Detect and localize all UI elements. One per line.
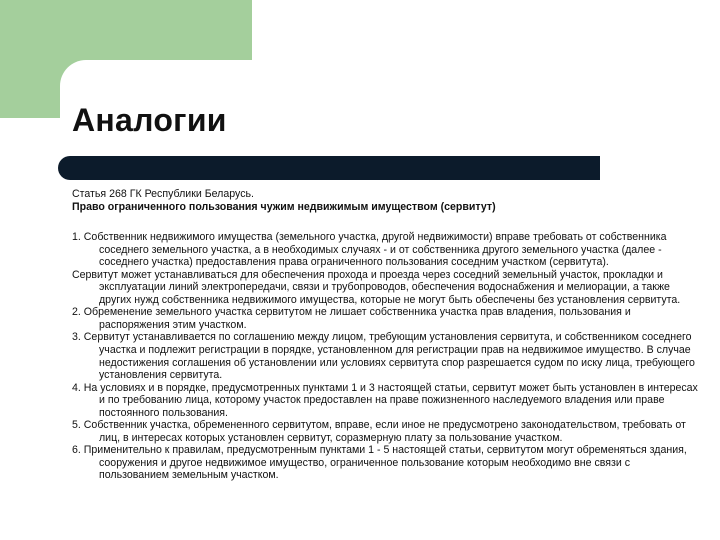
paragraph-6: 6. Применительно к правилам, предусмотренным пунктами 1 - 5 настоящей статьи, сервитутом могут обременяться здания, сооружения и другое недвижимое имущество, ограниченное пользование которым необходимо вне связи с пользованием земельным участком. — [72, 444, 687, 482]
paragraph-5: 5. Собственник участка, обремененного сервитутом, вправе, если иное не предусмотрено законодательством, требовать от лиц, в интересах которых установлен сервитут, соразмерную плату за пользование участком. — [72, 419, 686, 444]
article-title: Право ограниченного пользования чужим недвижимым имуществом (сервитут) — [72, 200, 496, 213]
slide-title: Аналогии — [72, 102, 227, 138]
slide-body — [72, 188, 702, 482]
paragraph-3: 3. Сервитут устанавливается по соглашению между лицом, требующим установления сервитута, и собственником соседнего участка и подлежит регистрации в порядке, установленном для регистрации прав на недвижимое имущество. В случае недостижения соглашения об установлении или условиях сервитута спор разрешается судом по иску лица, требующего установления сервитута. — [72, 331, 695, 382]
paragraph-2: 2. Обременение земельного участка сервитутом не лишает собственника участка прав владения, пользования и распоряжения этим участком. — [72, 306, 631, 331]
title-divider-bar — [58, 156, 600, 180]
paragraph-4: 4. На условиях и в порядке, предусмотренных пунктами 1 и 3 настоящей статьи, сервитут может быть установлен в интересах и по требованию лица, которому участок предоставлен на праве пожизненного наследуемого владения или праве постоянного пользования. — [72, 381, 698, 419]
spacer — [72, 213, 702, 231]
paragraph-1-continued: Сервитут может устанавливаться для обеспечения прохода и проезда через соседний земельный участок, прокладки и эксплуатации линий электропередачи, связи и трубопроводов, обеспечения водоснабжения и мелиорации, а также других нужд собственника недвижимого имущества, которые не могут быть обеспечены без установления сервитута. — [72, 268, 681, 306]
article-reference: Статья 268 ГК Республики Беларусь. — [72, 188, 254, 200]
paragraph-1: 1. Собственник недвижимого имущества (земельного участка, другой недвижимости) вправе требовать от собственника соседнего земельного участка, а в необходимых случаях - и от собственника другого земельного участка (далее - соседнего участка) предоставления права ограниченного пользования соседним участком (сервитута). — [72, 231, 667, 269]
